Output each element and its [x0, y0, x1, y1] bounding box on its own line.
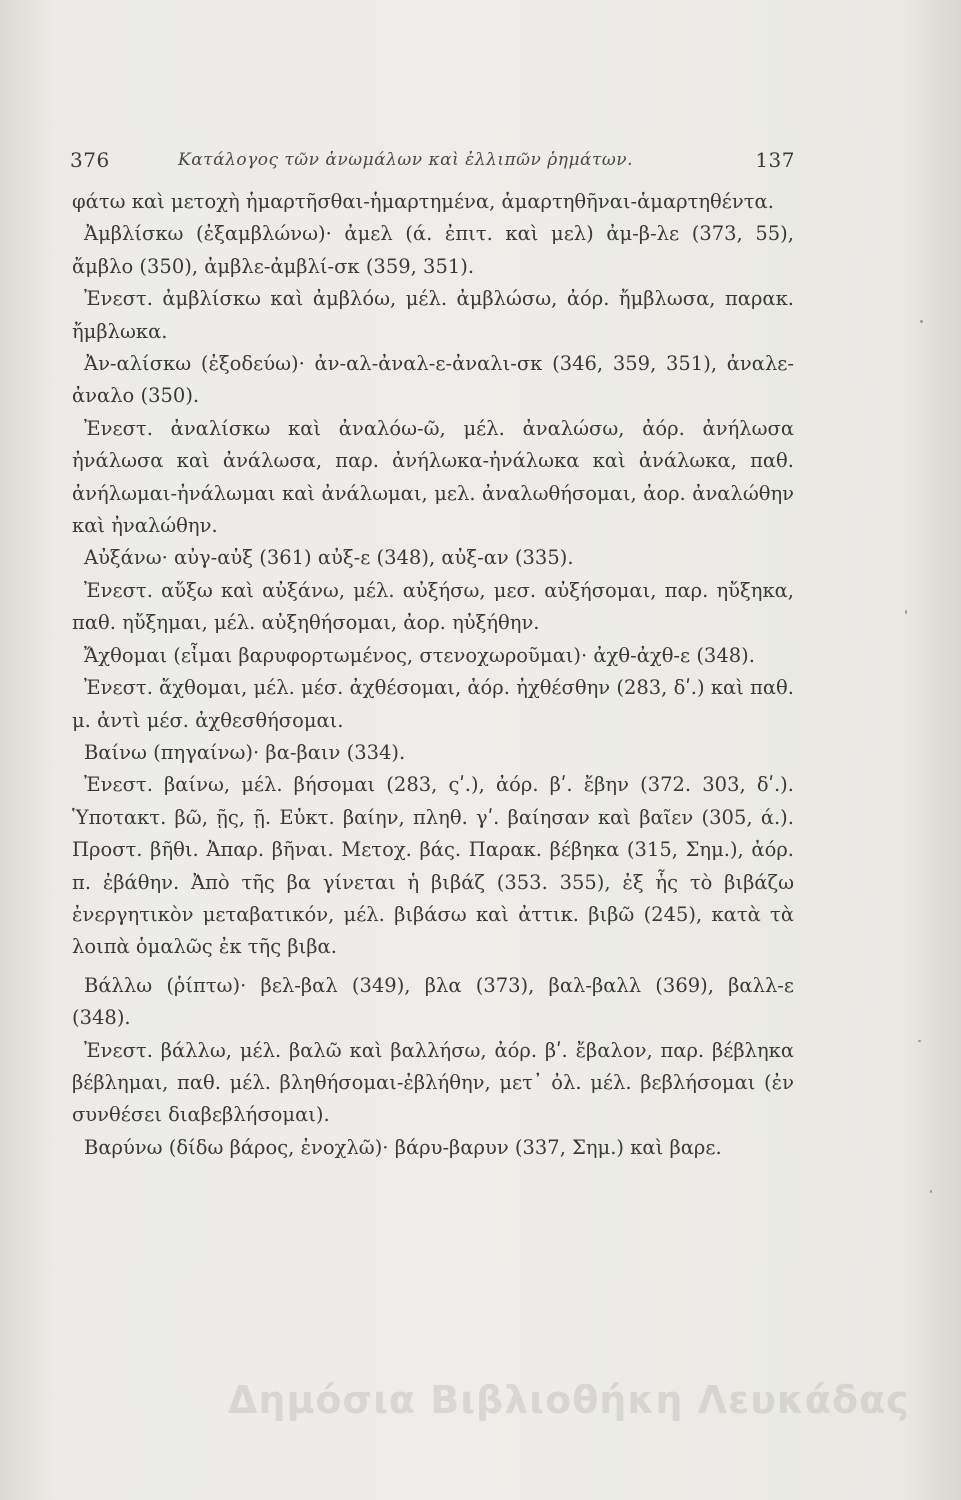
- paper-speck: [920, 320, 923, 323]
- entry-headword-paragraph: Ἄχθομαι (εἶμαι βαρυφορτωμένος, στενοχωροῦμαι)· ἀχθ-ἀχθ-ε (348).: [84, 643, 755, 667]
- entry-headword-paragraph: Βαίνω (πηγαίνω)· βα-βαιν (334).: [84, 740, 406, 764]
- page-body: [72, 186, 794, 1164]
- entry-headword-paragraph: Βάλλω (ῥίπτω)· βελ-βαλ (349), βλα (373), βαλ-βαλλ (369), βαλλ-ε (348).: [72, 973, 794, 1030]
- entry-forms-paragraph: Ἐνεστ. βαίνω, μέλ. βήσομαι (283, ςʹ.), ἀόρ. βʹ. ἔβην (372. 303, δʹ.). Ὑποτακτ. βῶ, ῇς, ῇ. Εὐκτ. βαίην, πληθ. γʹ. βαίησαν καὶ βαῖεν (305, ά.). Προστ. βῆθι. Ἀπαρ. βῆναι. Μετοχ. βάς. Παρακ. βέβηκα (315, Σημ.), ἀόρ. π. ἐβάθην. Ἀπὸ τῆς βα γίνεται ἡ βιβάζ (353. 355), ἐξ ἧς τὸ βιβάζω ἐνεργητικὸν μεταβατικόν, μέλ. βιβάσω καὶ ἀττικ. βιβῶ (245), κατὰ τὰ λοιπὰ ὁμαλῶς ἐκ τῆς βιβα.: [72, 773, 794, 959]
- paragraph: φάτω καὶ μετοχὴ ἡμαρτῆσθαι-ἡμαρτημένα, ἁμαρτηθῆναι-ἁμαρτηθέντα.: [72, 190, 774, 213]
- entry-forms-paragraph: Ἐνεστ. αὔξω καὶ αὐξάνω, μέλ. αὐξήσω, μεσ. αὐξήσομαι, παρ. ηὔξηκα, παθ. ηὔξημαι, μέλ. αὐξηθήσομαι, ἀορ. ηὐξήθην.: [72, 578, 794, 635]
- entry-forms-paragraph: Ἐνεστ. βάλλω, μέλ. βαλῶ καὶ βαλλήσω, ἀόρ. βʹ. ἔβαλον, παρ. βέβληκα βέβλημαι, παθ. μέλ. βληθήσομαι-ἐβλήθην, μετ᾽ ὀλ. μέλ. βεβλήσομαι (ἐν συνθέσει διαβεβλήσομαι).: [72, 1038, 794, 1127]
- page-number-right: 137: [755, 148, 795, 172]
- entry-headword-paragraph: Βαρύνω (δίδω βάρος, ἐνοχλῶ)· βάρυ-βαρυν (337, Σημ.) καὶ βαρε.: [84, 1135, 722, 1159]
- entry-forms-paragraph: Ἐνεστ. ἀμβλίσκω καὶ ἀμβλόω, μέλ. ἀμβλώσω, ἀόρ. ἤμβλωσα, παρακ. ἤμβλωκα.: [72, 287, 794, 343]
- paper-speck: [905, 610, 907, 614]
- paper-speck: [930, 1190, 932, 1193]
- page-number-left: 376: [70, 148, 110, 172]
- running-header: [70, 148, 795, 178]
- library-watermark: Δημόσια Βιβλιοθήκη Λευκάδας: [228, 1378, 910, 1422]
- header-title: Κατάλογος τῶν ἀνωμάλων καὶ ἐλλιπῶν ῥημάτων.: [178, 150, 633, 170]
- entry-forms-paragraph: Ἐνεστ. ἄχθομαι, μέλ. μέσ. ἀχθέσομαι, ἀόρ. ἠχθέσθην (283, δʹ.) καὶ παθ. μ. ἀντὶ μέσ. ἀχθεσθήσομαι.: [72, 676, 794, 732]
- entry-headword-paragraph: Αὐξάνω· αὐγ-αὐξ (361) αὐξ-ε (348), αὐξ-αν (335).: [84, 546, 574, 570]
- entry-headword-paragraph: Ἀμβλίσκω (ἐξαμβλώνω)· ἀμελ (ά. ἐπιτ. καὶ μελ) ἀμ-β-λε (373, 55), ἄμβλο (350), ἀμβλε-ἀμβλί-σκ (359, 351).: [72, 222, 794, 278]
- entry-forms-paragraph: Ἐνεστ. ἀναλίσκω καὶ ἀναλόω-ῶ, μέλ. ἀναλώσω, ἀόρ. ἀνήλωσα ἠνάλωσα καὶ ἀνάλωσα, παρ. ἀνήλωκα-ἠνάλωκα καὶ ἀνάλωκα, παθ. ἀνήλωμαι-ἠνάλωμαι καὶ ἀνάλωμαι, μελ. ἀναλωθήσομαι, ἀορ. ἀναλώθην καὶ ἠναλώθην.: [72, 416, 794, 538]
- paper-speck: [918, 1040, 921, 1042]
- entry-headword-paragraph: Ἀν-αλίσκω (ἐξοδεύω)· ἀν-αλ-ἀναλ-ε-ἀναλι-σκ (346, 359, 351), ἀναλε-ἀναλο (350).: [72, 352, 794, 408]
